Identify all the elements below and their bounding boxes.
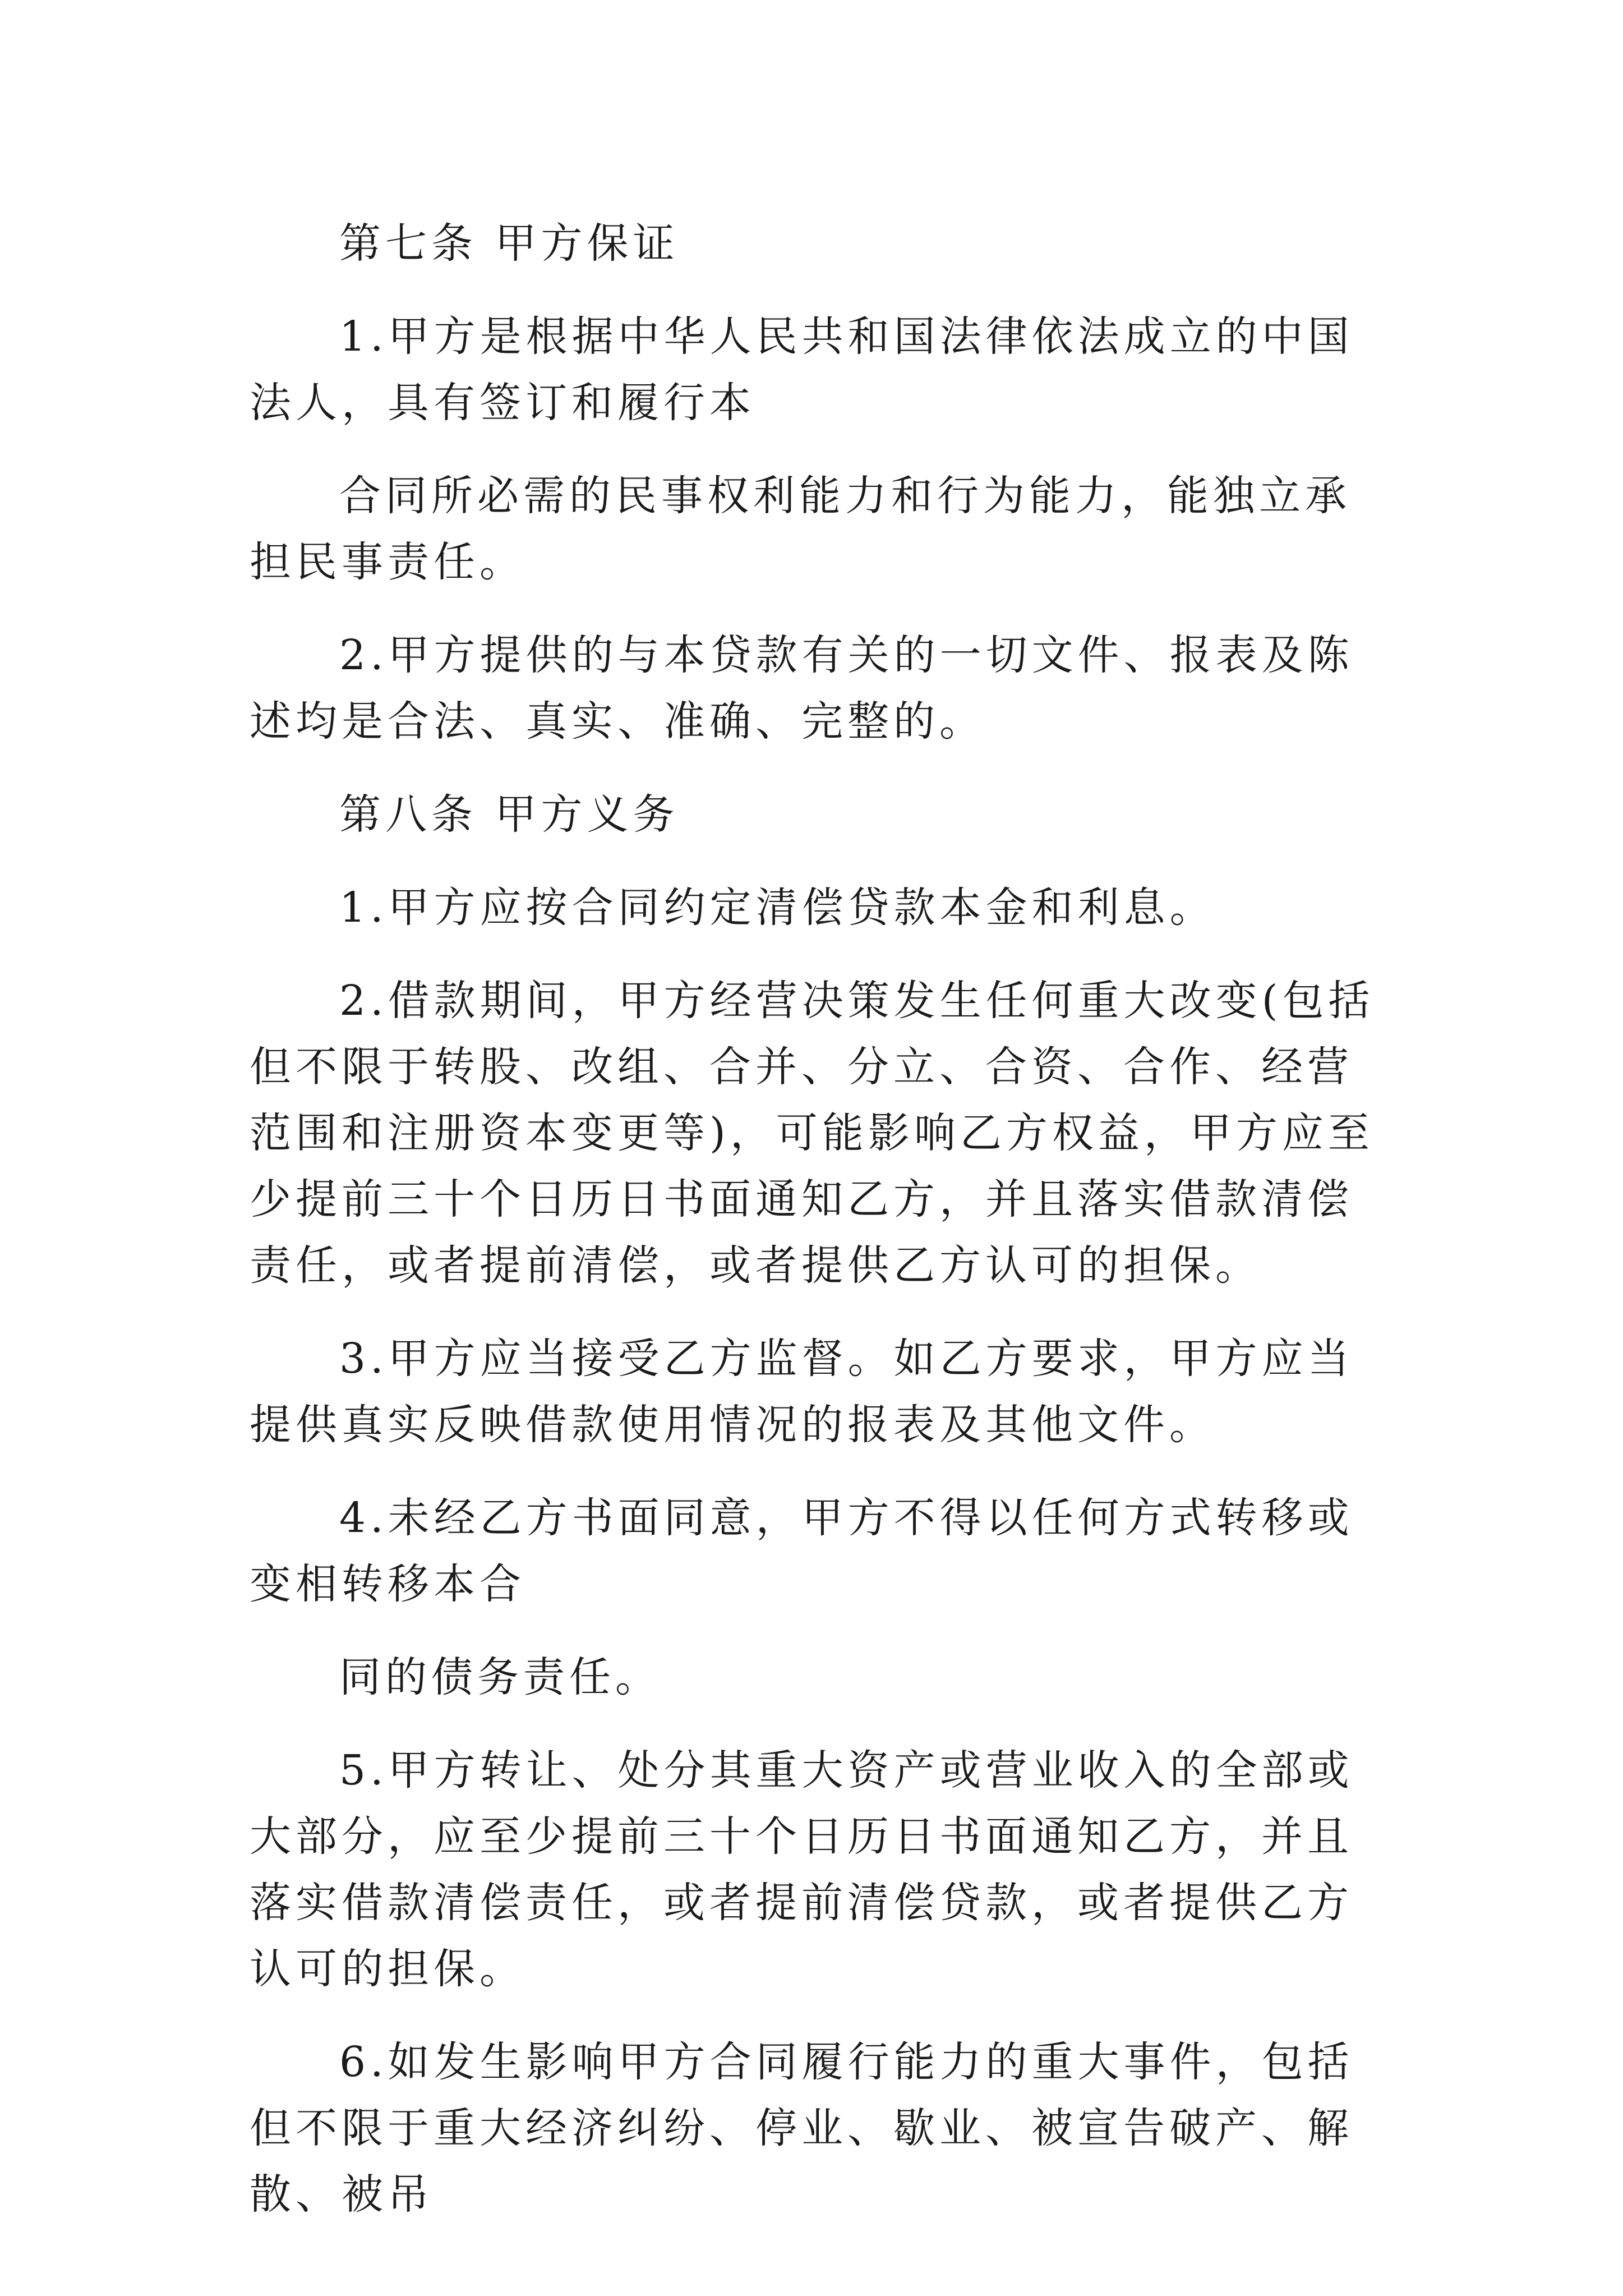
article-7-clause-2: 2.甲方提供的与本贷款有关的一切文件、报表及陈述均是合法、真实、准确、完整的。 [250, 631, 1354, 746]
article-8-clause-2: 2.借款期间，甲方经营决策发生任何重大改变(包括但不限于转股、改组、合并、分立、合资、合作、经营范围和注册资本变更等)，可能影响乙方权益，甲方应至少提前三十个日历日书面通知乙方，并且落实借款清偿责任，或者提前清偿，或者提供乙方认可的担保。 [250, 977, 1375, 1290]
article-7-heading: 第七条 甲方保证 [339, 219, 679, 268]
article-8-clause-4: 4.未经乙方书面同意，甲方不得以任何方式转移或变相转移本合 [250, 1494, 1354, 1608]
article-8-clause-5: 5.甲方转让、处分其重大资产或营业收入的全部或大部分，应至少提前三十个日历日书面通知乙方，并且落实借款清偿责任，或者提前清偿贷款，或者提供乙方认可的担保。 [250, 1746, 1354, 1993]
document-body [250, 210, 1377, 2228]
article-8-clause-6: 6.如发生影响甲方合同履行能力的重大事件，包括但不限于重大经济纠纷、停业、歇业、被宣告破产、解散、被吊 [250, 2038, 1354, 2219]
article-8-heading: 第八条 甲方义务 [339, 790, 679, 839]
article-7-clause-1-continued: 合同所必需的民事权利能力和行为能力，能独立承担民事责任。 [250, 472, 1351, 586]
article-8-clause-4-continued: 同的债务责任。 [339, 1653, 661, 1701]
article-8-clause-3: 3.甲方应当接受乙方监督。如乙方要求，甲方应当提供真实反映借款使用情况的报表及其他文件。 [250, 1335, 1354, 1449]
article-8-clause-1: 1.甲方应按合同约定清偿贷款本金和利息。 [339, 884, 1216, 932]
article-7-clause-1: 1.甲方是根据中华人民共和国法律依法成立的中国法人，具有签订和履行本 [250, 312, 1354, 427]
